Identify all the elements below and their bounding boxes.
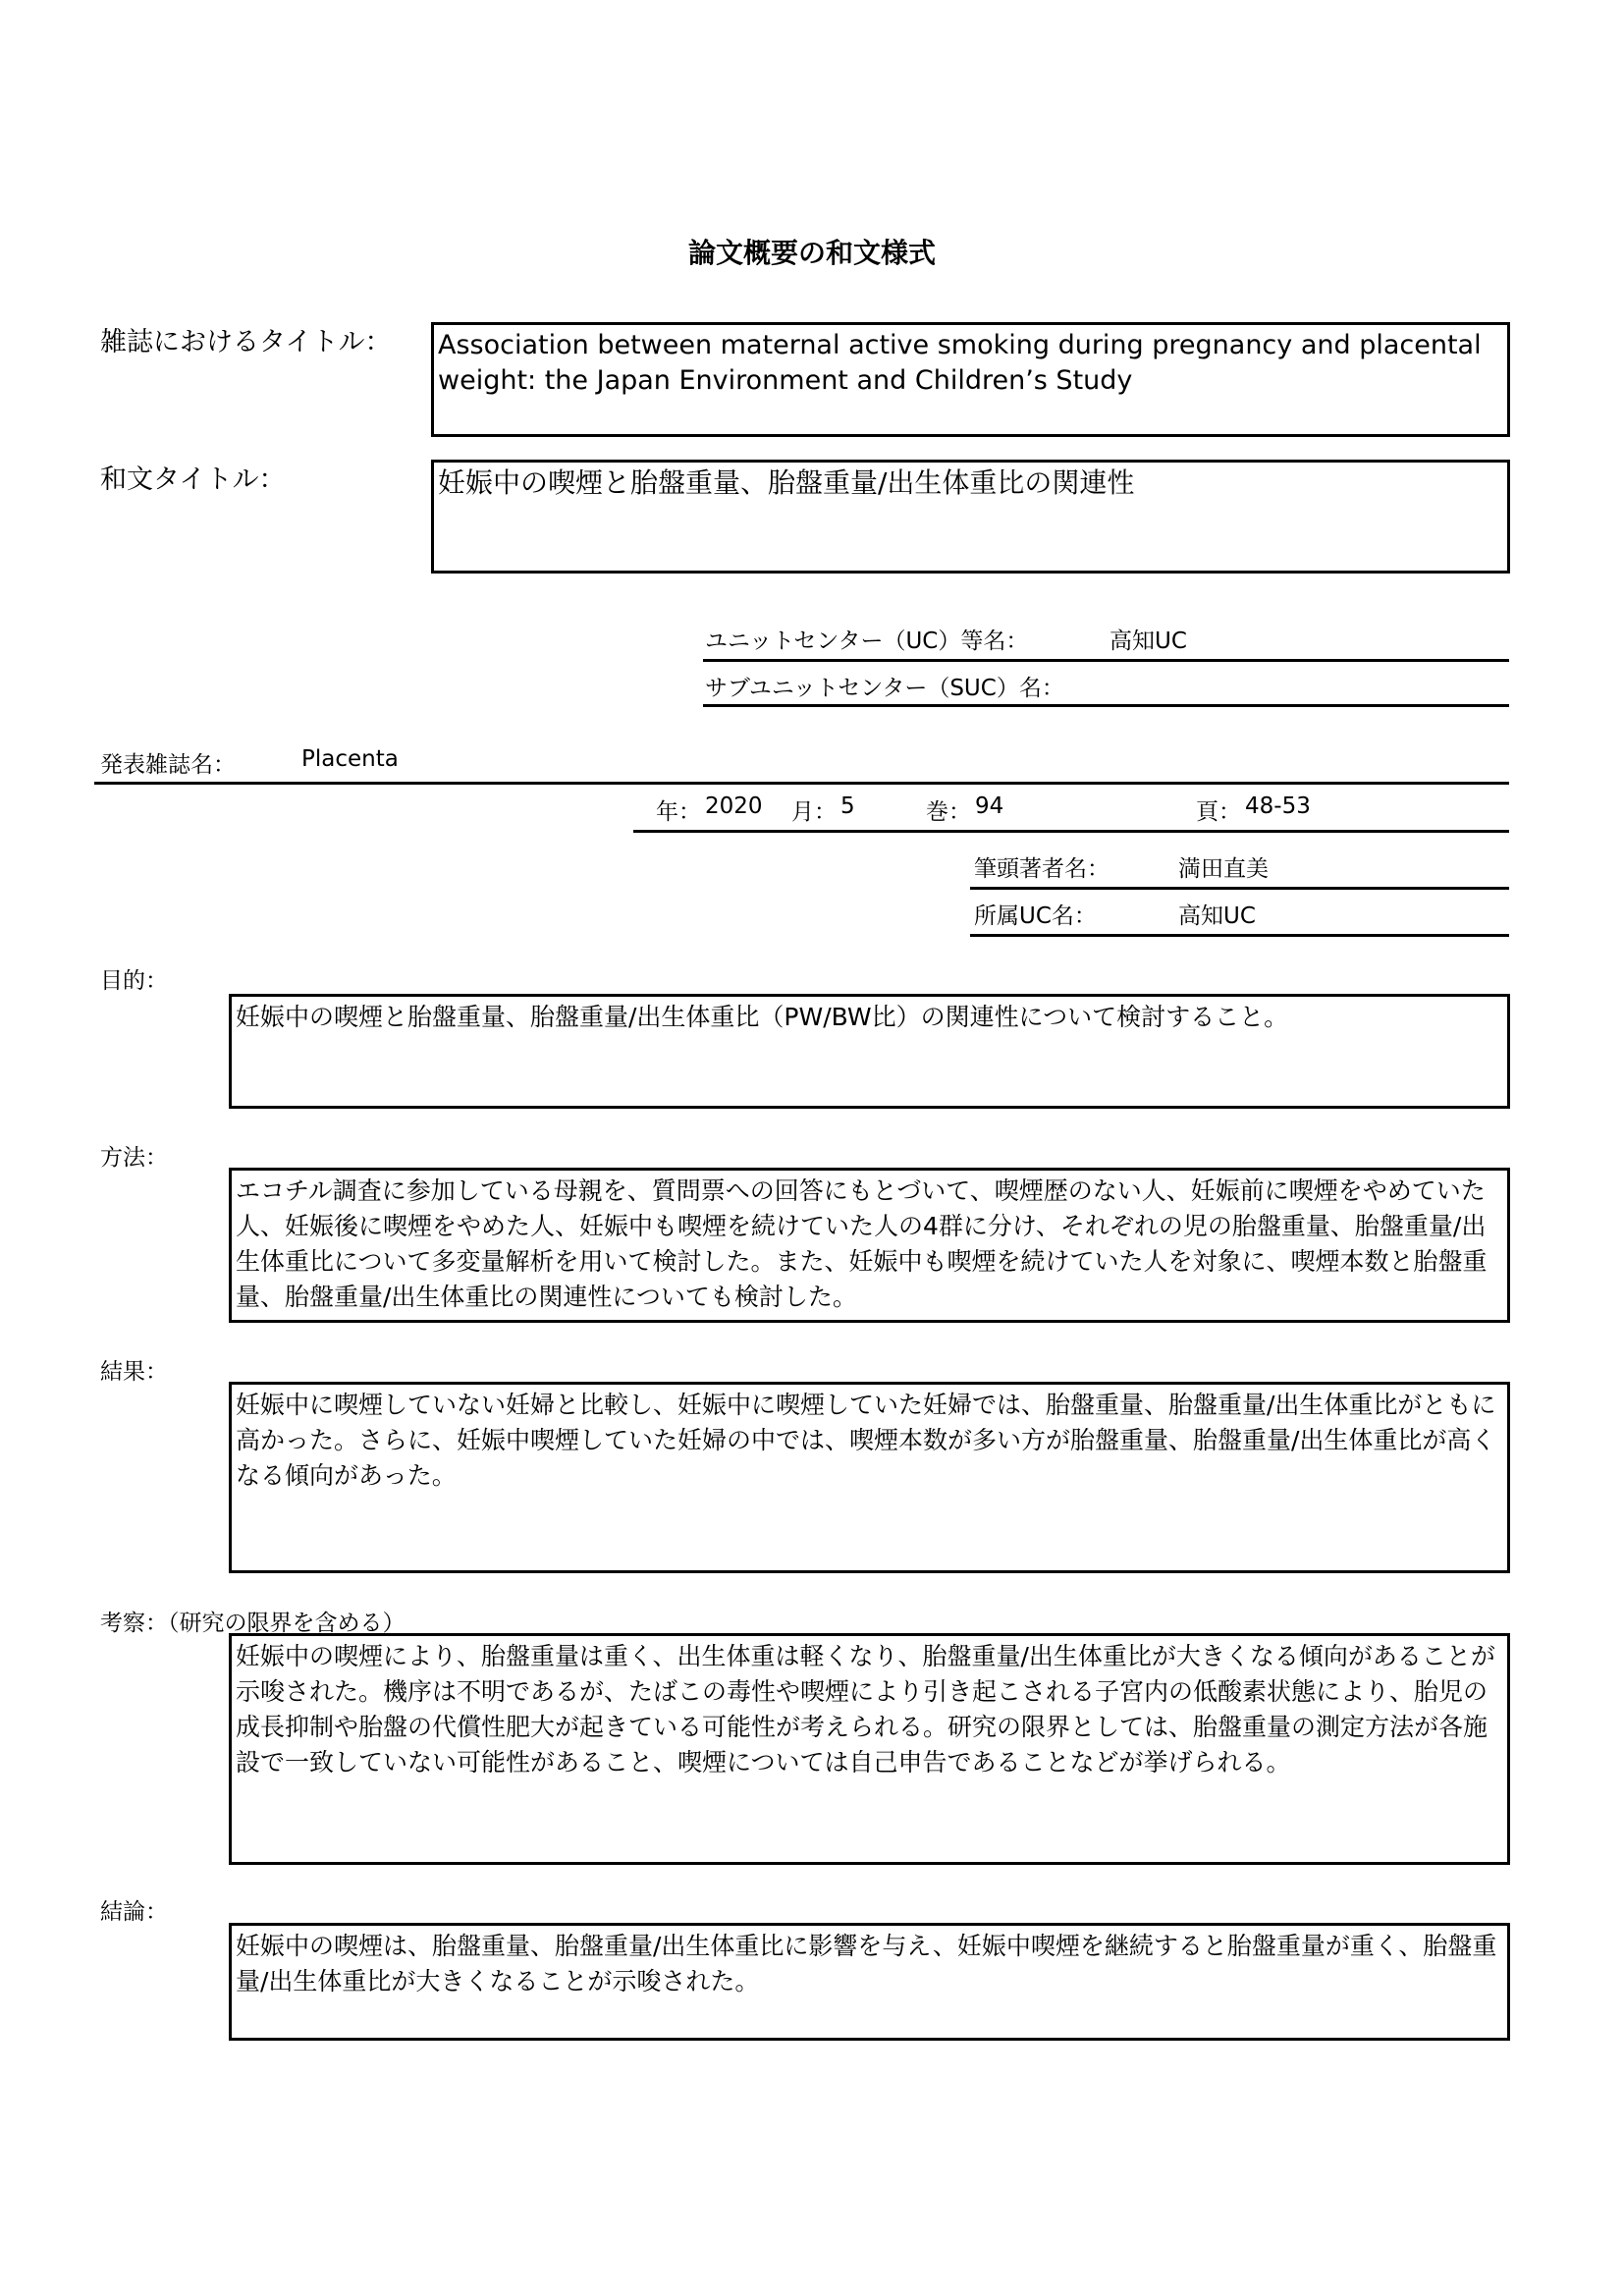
unit-center-label: ユニットセンター（UC）等名： (705, 629, 1029, 654)
affiliation-label: 所属UC名： (974, 903, 1097, 929)
month-value[interactable]: 5 (840, 793, 855, 819)
year-label: 年： (656, 799, 701, 825)
journal-name-value[interactable]: Placenta (301, 746, 399, 772)
discussion-label: 考察：（研究の限界を含める） (100, 1611, 406, 1636)
conclusion-field[interactable]: 妊娠中の喫煙は、胎盤重量、胎盤重量/出生体重比に影響を与え、妊娠中喫煙を継続すると胎盤重量が重く、胎盤重量/出生体重比が大きくなることが示唆された。 (229, 1923, 1510, 2041)
purpose-label: 目的： (100, 968, 168, 994)
pages-value[interactable]: 48-53 (1245, 793, 1311, 819)
year-value[interactable]: 2020 (705, 793, 763, 819)
month-label: 月： (791, 799, 837, 825)
divider (970, 934, 1509, 937)
divider (703, 704, 1509, 707)
discussion-field[interactable]: 妊娠中の喫煙により、胎盤重量は重く、出生体重は軽くなり、胎盤重量/出生体重比が大きくなる傾向があることが示唆された。機序は不明であるが、たばこの毒性や喫煙により引き起こされる子宮内の低酸素状態により、胎児の成長抑制や胎盤の代償性肥大が起きている可能性が考えられる。研究の限界としては、胎盤重量の測定方法が各施設で一致していない可能性があること、喫煙については自己申告であることなどが挙げられる。 (229, 1633, 1510, 1865)
volume-value[interactable]: 94 (975, 793, 1004, 819)
affiliation-value[interactable]: 高知UC (1178, 903, 1256, 929)
first-author-value[interactable]: 満田直美 (1178, 856, 1269, 882)
volume-label: 巻： (926, 799, 971, 825)
journal-name-label: 発表雑誌名： (100, 752, 236, 778)
results-field[interactable]: 妊娠中に喫煙していない妊婦と比較し、妊娠中に喫煙していた妊婦では、胎盤重量、胎盤重量/出生体重比がともに高かった。さらに、妊娠中喫煙していた妊婦の中では、喫煙本数が多い方が胎盤重量、胎盤重量/出生体重比が高くなる傾向があった。 (229, 1382, 1510, 1573)
japanese-title-field[interactable]: 妊娠中の喫煙と胎盤重量、胎盤重量/出生体重比の関連性 (431, 460, 1510, 574)
results-label: 結果： (100, 1359, 168, 1385)
unit-center-value[interactable]: 高知UC (1110, 629, 1187, 654)
japanese-title-label: 和文タイトル： (100, 465, 286, 495)
pages-label: 頁： (1196, 799, 1241, 825)
divider (703, 659, 1509, 662)
methods-field[interactable]: エコチル調査に参加している母親を、質問票への回答にもとづいて、喫煙歴のない人、妊娠前に喫煙をやめていた人、妊娠後に喫煙をやめた人、妊娠中も喫煙を続けていた人の4群に分け、それぞれの児の胎盤重量、胎盤重量/出生体重比について多変量解析を用いて検討した。また、妊娠中も喫煙を続けていた人を対象に、喫煙本数と胎盤重量、胎盤重量/出生体重比の関連性についても検討した。 (229, 1168, 1510, 1323)
divider (633, 830, 1509, 833)
divider (94, 782, 1509, 785)
journal-title-field[interactable]: Association between maternal active smoking during pregnancy and placental weight: the Japan Environment and Children’s Study (431, 322, 1510, 437)
page-title: 論文概要の和文様式 (687, 237, 936, 269)
methods-label: 方法： (100, 1145, 168, 1171)
first-author-label: 筆頭著者名： (974, 856, 1110, 882)
purpose-field[interactable]: 妊娠中の喫煙と胎盤重量、胎盤重量/出生体重比（PW/BW比）の関連性について検討すること。 (229, 994, 1510, 1109)
divider (970, 887, 1509, 890)
sub-unit-center-label: サブユニットセンター（SUC）名： (705, 676, 1064, 701)
journal-title-label: 雑誌におけるタイトル： (100, 327, 392, 357)
conclusion-label: 結論： (100, 1899, 168, 1925)
